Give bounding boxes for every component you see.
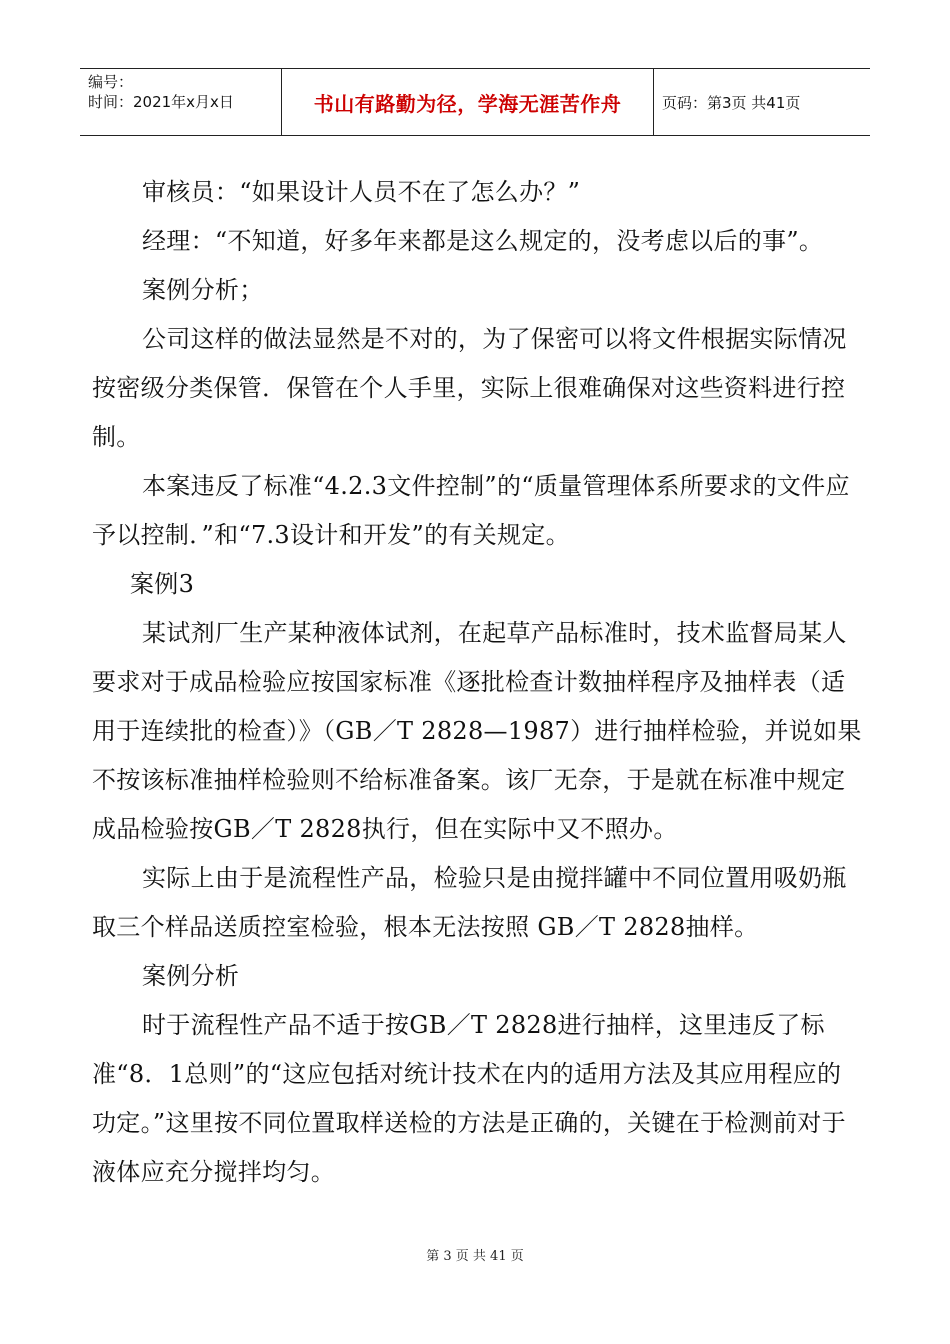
header-meta-cell bbox=[80, 69, 282, 135]
paragraph-auditor-question: 审核员：“如果设计人员不在了怎么办？” bbox=[142, 178, 581, 206]
paragraph-manager-answer: 经理：“不知道，好多年来都是这么规定的，没考虑以后的事”。 bbox=[142, 227, 824, 255]
heading-case-3: 案例3 bbox=[130, 570, 195, 598]
page-header bbox=[80, 68, 870, 136]
heading-case-analysis: 案例分析； bbox=[142, 276, 264, 304]
page-footer: 第 3 页 共 41 页 bbox=[426, 1249, 524, 1264]
header-motto: 书山有路勤为径，学海无涯苦作舟 bbox=[282, 69, 654, 135]
paragraph-analysis-1: 公司这样的做法显然是不对的，为了保密可以将文件根据实际情况按密级分类保管．保管在个人手里，实际上很难确保对这些资料进行控制。 bbox=[92, 325, 847, 451]
paragraph-analysis-2: 本案违反了标准“4.2.3文件控制”的“质量管理体系所要求的文件应予以控制．”和“7.3设计和开发”的有关规定。 bbox=[92, 472, 850, 549]
paragraph-case-3-practice: 实际上由于是流程性产品，检验只是由搅拌罐中不同位置用吸奶瓶取三个样品送质控室检验，根本无法按照 GB／T 2828抽样。 bbox=[92, 864, 847, 941]
document-date: 时间：2021年x月x日 bbox=[88, 93, 234, 111]
document-number-label: 编号： bbox=[88, 73, 134, 91]
paragraph-case-3-analysis: 时于流程性产品不适于按GB／T 2828进行抽样，这里违反了标准“8．1总则”的“这应包括对统计技术在内的适用方法及其应用程应的功定。”这里按不同位置取样送检的方法是正确的，关键在于检测前对于液体应充分搅拌均匀。 bbox=[92, 1011, 846, 1186]
heading-case-3-analysis: 案例分析 bbox=[142, 962, 240, 990]
document-body bbox=[92, 168, 862, 1197]
paragraph-case-3-description: 某试剂厂生产某种液体试剂，在起草产品标准时，技术监督局某人要求对于成品检验应按国家标准《逐批检查计数抽样程序及抽样表（适用于连续批的检查）》（GB／T 2828—1987）进行抽样检验，并说如果不按该标准抽样检验则不给标准备案。该厂无奈，于是就在标准中规定成品检验按GB／T 2828执行，但在实际中又不照办。 bbox=[92, 619, 862, 843]
header-page-info: 页码：第3页 共41页 bbox=[662, 93, 801, 112]
